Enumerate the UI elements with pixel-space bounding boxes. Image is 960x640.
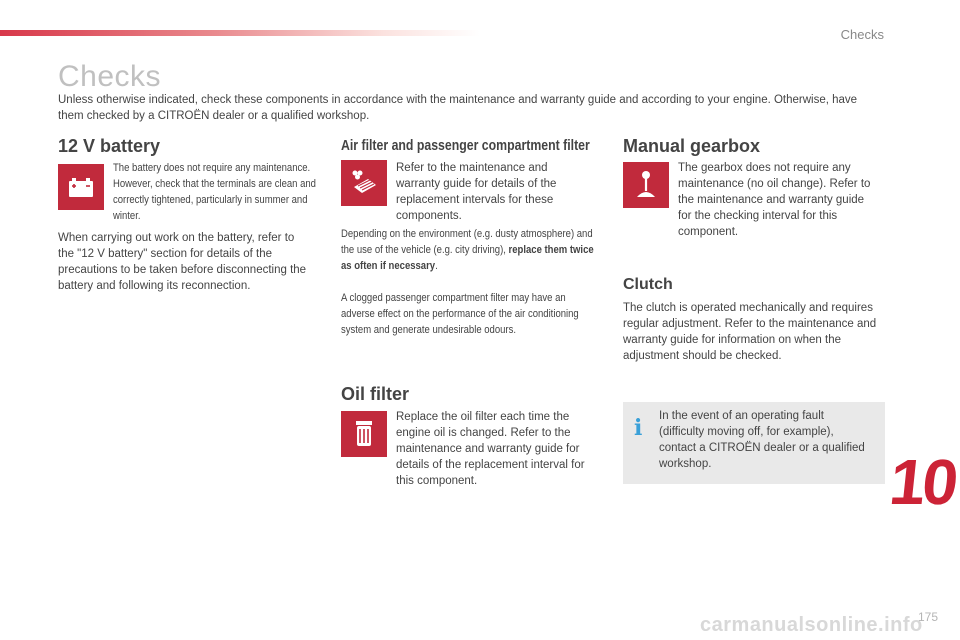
page-number: 175 xyxy=(918,610,939,624)
oil-filter-body: Replace the oil filter each time the engine oil is changed. Refer to the maintenance and warranty guide for details of the replacement interval for this component. xyxy=(396,411,585,487)
air-filter-heading: Air filter and passenger compartment filter xyxy=(341,137,590,154)
info-callout xyxy=(623,402,885,484)
header-gradient-bar xyxy=(0,30,480,36)
air-filter-icon xyxy=(341,160,387,206)
air-filter-note-end: . xyxy=(435,260,438,272)
battery-icon xyxy=(58,164,104,210)
air-filter-note2: A clogged passenger compartment filter may have an adverse effect on the performance of the air conditioning system and generate undesirable odours. xyxy=(341,292,579,336)
chapter-number: 10 xyxy=(886,446,959,518)
info-icon: i xyxy=(634,415,643,441)
intro-text: Unless otherwise indicated, check these components in accordance with the maintenance and warranty guide and according to your engine. Otherwise, have them checked by a CITROËN dealer or a qualified workshop. xyxy=(58,94,858,122)
gearbox-body: The gearbox does not require any maintenance (no oil change). Refer to the maintenance and warranty guide for the checking interval for this component. xyxy=(678,162,871,238)
page-title: Checks xyxy=(58,60,162,93)
air-filter-note-emphasis: replace them twice as often if necessary xyxy=(341,244,594,272)
info-text: In the event of an operating fault (difficulty moving off, for example), contact a CITROËN dealer or a qualified workshop. xyxy=(659,410,865,470)
battery-note: The battery does not require any maintenance. However, check that the terminals are clean and correctly tightened, particularly in summer and winter. xyxy=(113,162,316,222)
header-section-label: Checks xyxy=(840,27,884,42)
battery-heading: 12 V battery xyxy=(58,136,161,156)
oil-filter-icon xyxy=(341,411,387,457)
gearbox-heading: Manual gearbox xyxy=(623,136,761,156)
gear-lever-icon xyxy=(623,162,669,208)
clutch-body: The clutch is operated mechanically and requires regular adjustment. Refer to the maintenance and warranty guide for information on when the adjustment should be checked. xyxy=(623,302,877,362)
oil-filter-heading: Oil filter xyxy=(341,384,410,404)
clutch-heading: Clutch xyxy=(623,276,673,293)
watermark: carmanualsonline.info xyxy=(700,614,923,636)
air-filter-note xyxy=(341,226,596,274)
air-filter-note-text: Depending on the environment (e.g. dusty atmosphere) and the use of the vehicle (e.g. city driving), xyxy=(341,228,593,256)
air-filter-body: Refer to the maintenance and warranty guide for details of the replacement intervals for these components. xyxy=(396,162,557,222)
battery-body: When carrying out work on the battery, refer to the "12 V battery" section for details of the precautions to be taken before disconnecting the battery and following its reconnection. xyxy=(58,232,307,292)
